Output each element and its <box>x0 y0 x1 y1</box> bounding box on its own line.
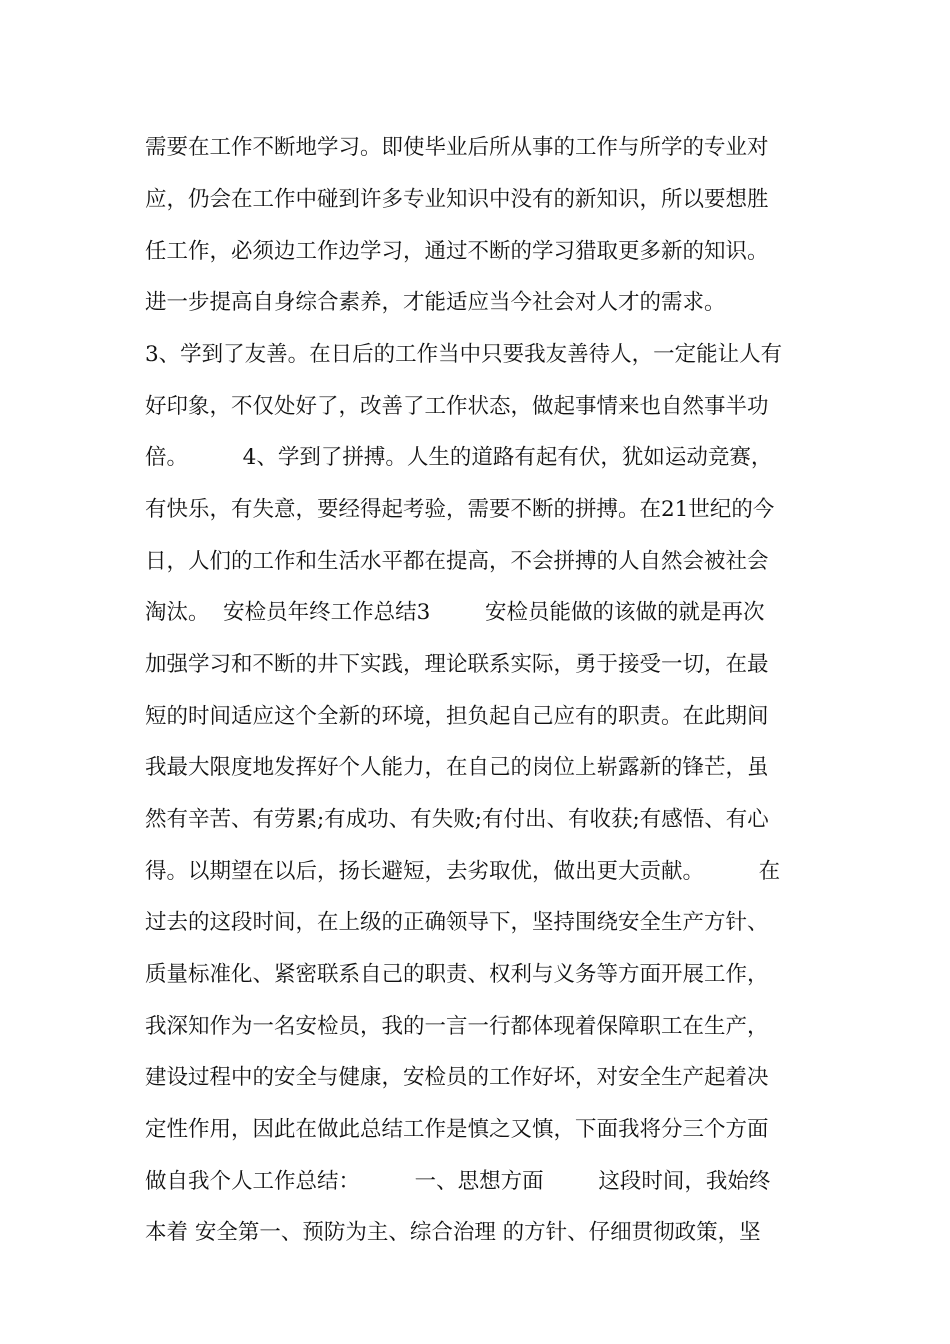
text-line: 质量标准化、紧密联系自己的职责、权利与义务等方面开展工作， <box>145 962 769 987</box>
text-line: 有快乐，有失意，要经得起考验，需要不断的拼搏。在21世纪的今 <box>145 497 775 522</box>
text-line: 需要在工作不断地学习。即使毕业后所从事的工作与所学的专业对 <box>145 135 769 160</box>
text-line: 做自我个人工作总结： 一、思想方面 这段时间，我始终 <box>145 1169 771 1194</box>
text-line: 然有辛苦、有劳累;有成功、有失败;有付出、有收获;有感悟、有心 <box>145 807 769 832</box>
text-line: 应，仍会在工作中碰到许多专业知识中没有的新知识，所以要想胜 <box>145 187 769 212</box>
text-line: 定性作用，因此在做此总结工作是慎之又慎，下面我将分三个方面 <box>145 1117 769 1142</box>
text-line: 我深知作为一名安检员，我的一言一行都体现着保障职工在生产， <box>145 1014 769 1039</box>
text-line: 进一步提高自身综合素养，才能适应当今社会对人才的需求。 <box>145 290 726 315</box>
text-line: 本着 安全第一、预防为主、综合治理 的方针、仔细贯彻政策，坚 <box>145 1220 761 1245</box>
text-line: 好印象，不仅处好了，改善了工作状态，做起事情来也自然事半功 <box>145 394 769 419</box>
text-line: 我最大限度地发挥好个人能力，在自己的岗位上崭露新的锋芒，虽 <box>145 755 769 780</box>
text-line: 加强学习和不断的井下实践，理论联系实际，勇于接受一切，在最 <box>145 652 769 677</box>
text-line: 任工作，必须边工作边学习，通过不断的学习猎取更多新的知识。 <box>145 239 769 264</box>
text-line: 过去的这段时间，在上级的正确领导下，坚持围绕安全生产方针、 <box>145 910 769 935</box>
text-line: 短的时间适应这个全新的环境，担负起自己应有的职责。在此期间 <box>145 704 769 729</box>
text-line: 日，人们的工作和生活水平都在提高，不会拼搏的人自然会被社会 <box>145 549 769 574</box>
text-line: 得。以期望在以后，扬长避短，去劣取优，做出更大贡献。 在 <box>145 859 781 884</box>
text-line: 3、学到了友善。在日后的工作当中只要我友善待人，一定能让人有 <box>145 342 783 367</box>
text-line: 淘汰。 安检员年终工作总结3 安检员能做的该做的就是再次 <box>145 600 765 625</box>
text-line: 建设过程中的安全与健康，安检员的工作好坏，对安全生产起着决 <box>145 1065 769 1090</box>
text-line: 倍。 4、学到了拼搏。人生的道路有起有伏，犹如运动竞赛， <box>145 445 773 470</box>
